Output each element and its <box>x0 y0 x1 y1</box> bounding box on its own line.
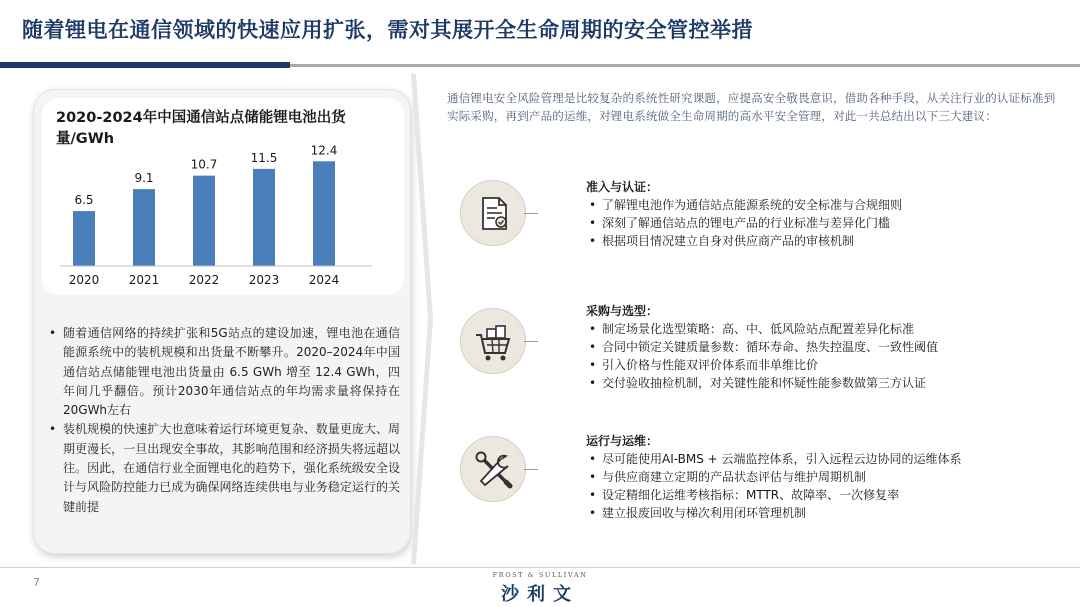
section-items <box>586 320 1046 392</box>
certificate-icon <box>460 180 526 246</box>
chevron-divider-top <box>411 74 433 319</box>
intro-paragraph: 通信锂电安全风险管理是比较复杂的系统性研究课题，应提高安全敬畏意识，借助各种手段，从关注行业的认证标准到实际采购，再到产品的运维，对锂电系统做全生命周期的高水平安全管理，对此一共总结出以下三大建议： <box>447 91 1056 123</box>
title-underline-accent <box>0 62 290 68</box>
section-access-certification <box>586 178 1046 250</box>
summary-bullet-1: • 随着通信网络的持续扩张和5G站点的建设加速，锂电池在通信能源系统中的装机规模和出货量不断攀升。2020–2024年中国通信站点储能锂电池出货量由 6.5 GWh 增至 12.4 GWh，四年间几乎翻倍。预计2030年通信站点的年均需求量将保持在20GWh左右 <box>46 324 400 420</box>
section-item: • 合同中锁定关键质量参数：循环寿命、热失控温度、一致性阈值 <box>586 338 1046 356</box>
chart-canvas <box>42 98 404 295</box>
section-heading: 采购与选型： <box>586 304 659 318</box>
section-item: • 尽可能使用AI-BMS + 云端监控体系，引入远程云边协同的运维体系 <box>586 450 1046 468</box>
title-underline <box>290 64 1080 67</box>
chart-bar-2020 <box>73 211 95 266</box>
section-item: • 建立报废回收与梯次利用闭环管理机制 <box>586 504 1046 522</box>
chart-bar-2023 <box>253 169 275 266</box>
footer-divider <box>0 567 1080 568</box>
section-item: • 引入价格与性能双评价体系而非单维比价 <box>586 356 1046 374</box>
brand-name-english: FROST & SULLIVAN <box>492 571 588 579</box>
section-item: • 交付验收抽检机制，对关键性能和怀疑性能参数做第三方认证 <box>586 374 1046 392</box>
section-items <box>586 450 1046 522</box>
chart-x-tick-label: 2020 <box>68 273 100 287</box>
chart-value-label: 6.5 <box>74 193 94 208</box>
section-connector <box>524 341 538 342</box>
shipment-chart <box>42 98 404 295</box>
chart-value-label: 10.7 <box>190 157 218 172</box>
section-item: • 深刻了解通信站点的锂电产品的行业标准与差异化门槛 <box>586 214 1046 232</box>
summary-bullets <box>46 324 400 517</box>
page-title: 随着锂电在通信领域的快速应用扩张，需对其展开全生命周期的安全管控举措 <box>22 18 753 42</box>
chart-value-label: 9.1 <box>134 171 154 186</box>
section-item: • 根据项目情况建立自身对供应商产品的审核机制 <box>586 232 1046 250</box>
summary-bullet-2: • 装机规模的快速扩大也意味着运行环境更复杂、数量更庞大、周期更漫长，一旦出现安全事故，其影响范围和经济损失将远超以往。因此，在通信行业全面锂电化的趋势下，强化系统级安全设计与风险防控能力已成为确保网络连续供电与业务稳定运行的关键前提 <box>46 420 400 516</box>
page-number: 7 <box>33 576 40 589</box>
section-item: • 了解锂电池作为通信站点能源系统的安全标准与合规细则 <box>586 196 1046 214</box>
section-heading: 运行与运维： <box>586 434 659 448</box>
chart-x-tick-label: 2022 <box>188 273 220 287</box>
section-connector <box>524 469 538 470</box>
chart-title: 2020-2024年中国通信站点储能锂电池出货量/GWh <box>56 110 346 147</box>
section-operations <box>586 432 1046 522</box>
tools-icon <box>460 436 526 502</box>
chart-x-tick-label: 2021 <box>128 273 160 287</box>
section-item: • 制定场景化选型策略：高、中、低风险站点配置差异化标准 <box>586 320 1046 338</box>
chart-value-label: 12.4 <box>310 143 338 158</box>
section-procurement <box>586 302 1046 392</box>
chart-x-tick-label: 2024 <box>308 273 340 287</box>
section-heading: 准入与认证： <box>586 180 659 194</box>
section-items <box>586 196 1046 250</box>
section-connector <box>524 213 538 214</box>
chart-bar-2022 <box>193 176 215 266</box>
chart-value-label: 11.5 <box>250 150 278 165</box>
shopping-cart-icon <box>460 308 526 374</box>
section-item: • 设定精细化运维考核指标：MTTR、故障率、一次修复率 <box>586 486 1046 504</box>
brand-logo: 沙利文 <box>501 584 579 605</box>
left-summary-card <box>33 89 411 554</box>
chart-bar-2021 <box>133 189 155 266</box>
chart-bar-2024 <box>313 161 335 266</box>
section-item: • 与供应商建立定期的产品状态评估与维护周期机制 <box>586 468 1046 486</box>
chart-x-tick-label: 2023 <box>248 273 280 287</box>
chevron-divider-bottom <box>411 319 433 564</box>
